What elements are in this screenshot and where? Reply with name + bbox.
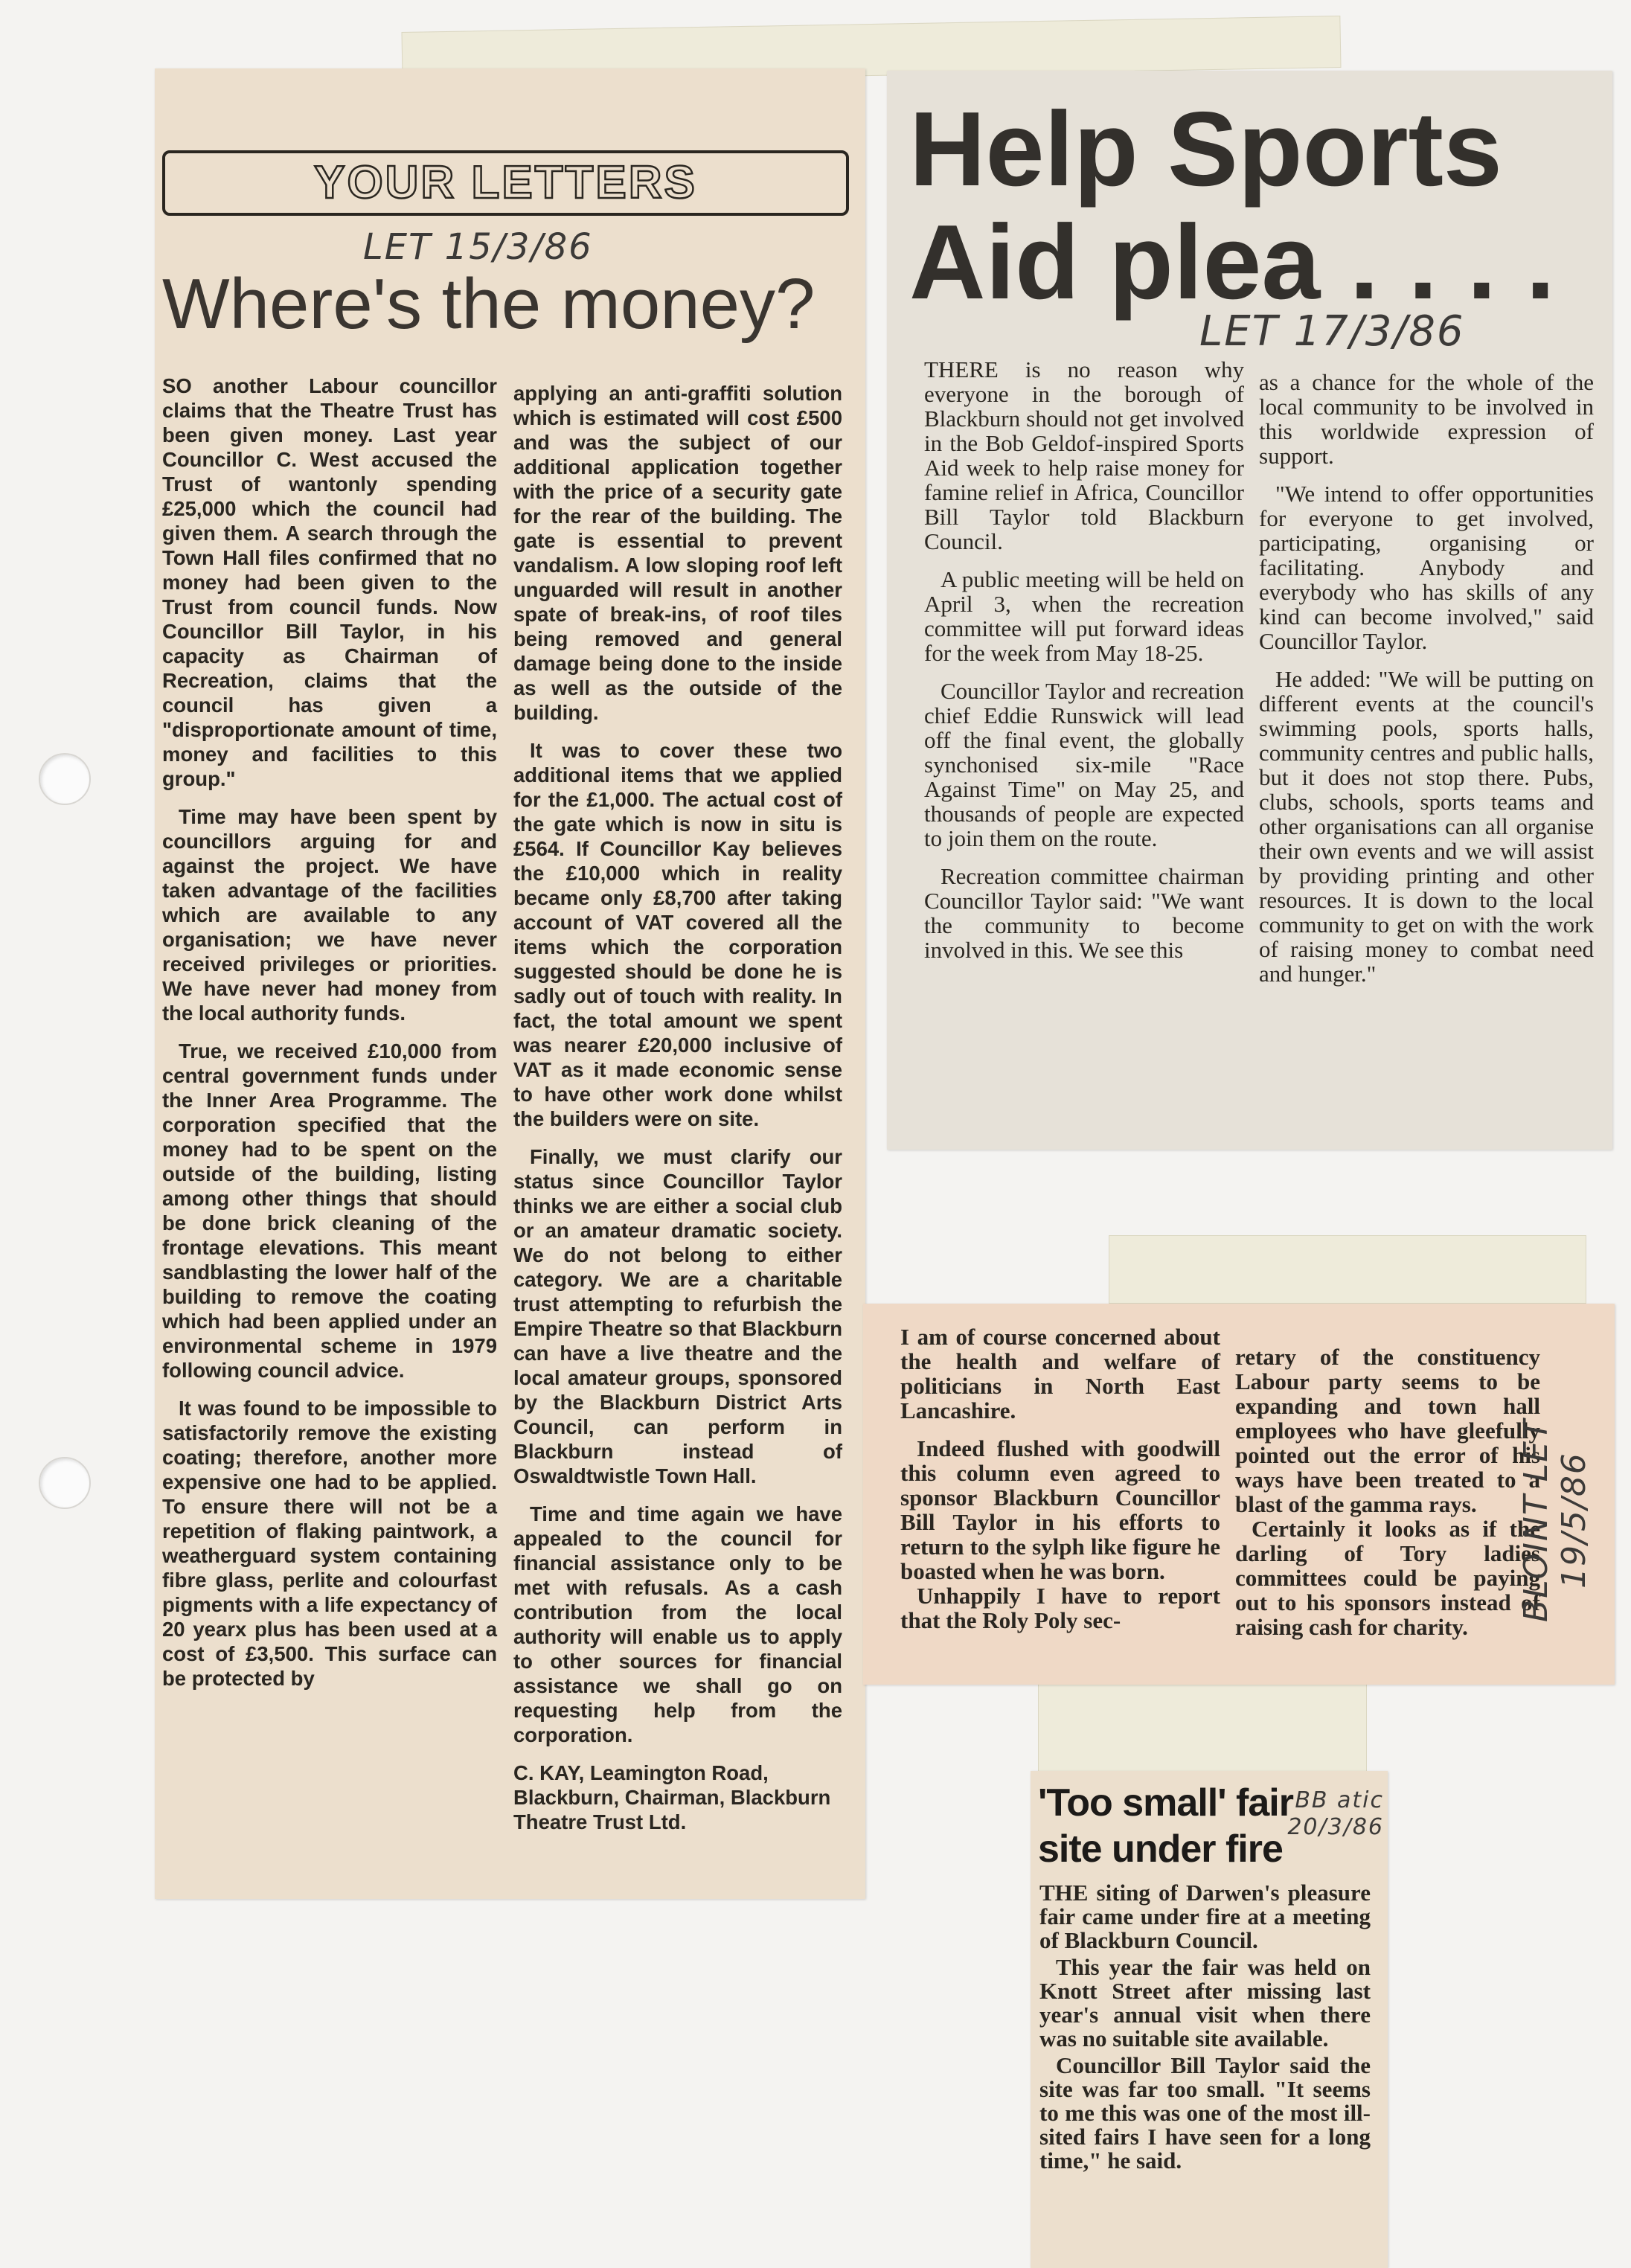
sports-aid-paragraph: Recreation committee chairman Councillor Taylor said: "We want the community to become involved in this. We see this — [924, 863, 1244, 963]
sports-aid-paragraph: "We intend to offer opportunities for everyone to get involved, participating, organising or facilitating. Anybody and everybody who has skills of any kind can become involved," said Councillor Taylor. — [1259, 481, 1594, 654]
punch-hole-upper — [39, 753, 91, 805]
too-small-date-handnote: BB atic 20/3/86 — [1287, 1787, 1384, 1840]
letters-paragraph: Time and time again we have appealed to the council for financial assistance only to be met with refusals. As a cash contribution from the local authority will enable us to apply to other sources for financial assistance we shall go on requesting help from the corporation. — [513, 1502, 842, 1746]
your-letters-banner — [162, 150, 849, 216]
column-paragraph: retary of the constituency Labour party seems to be expanding and town hall employees who have gleefully pointed out the error of his ways have been treated to a blast of the gamma rays. — [1235, 1344, 1540, 1517]
sports-aid-column-1 — [924, 357, 1244, 976]
letters-signature: C. KAY, Leamington Road, Blackburn, Chairman, Blackburn Theatre Trust Ltd. — [513, 1761, 831, 1833]
letters-paragraph: It was found to be impossible to satisfactorily remove the existing coating; therefore, another more expensive one had to be applied. To ensure there will not be a repetition of flaking paintwork, a weatherguard system containing fibre glass, perlite and colourfast pigments with a life expectancy of 20 yearx plus has been used at a cost of £3,500. This surface can be protected by — [162, 1397, 497, 1690]
sports-aid-paragraph: A public meeting will be held on April 3, when the recreation committee will put forward ideas for the week from May 18-25. — [924, 566, 1244, 666]
letters-paragraph: It was to cover these two additional items that we applied for the £1,000. The actual cost of the gate which is now in situ is £564. If Councillor Kay believes the £10,000 which in reality became only £8,700 after taking account of VAT covered all the items which the corporation suggested should be done he is sadly out of touch with reality. In fact, the total amount we spent was nearer £20,000 inclusive of VAT as it made economic sense to have other work done whilst the builders were on site. — [513, 739, 842, 1130]
column-paragraph: Certainly it looks as if the darling of Tory ladies committees could be paying out to his sponsors instead of raising cash for charity. — [1235, 1516, 1540, 1640]
sports-aid-date-handnote: LET 17/3/86 — [1199, 307, 1465, 356]
letters-paragraph: Time may have been spent by councillors arguing for and against the project. We have taken advantage of the facilities which are available to any organisation; we have never received privileges or priorities. We have never had money from the local authority funds. — [162, 805, 497, 1025]
letters-paragraph: SO another Labour councillor claims that the Theatre Trust has been given money. Last year Councillor C. West accused the Trust of wantonly spending £25,000 which the council had given them. A search through the Town Hall files confirmed that no money had been given to the Trust from council funds. Now Councillor Bill Taylor, in his capacity as Chairman of Recreation, claims that the council has given a "disproportionate amount of time, money and facilities to this group." — [162, 374, 497, 790]
too-small-body — [1039, 1881, 1371, 2186]
your-letters-banner-text: YOUR LETTERS — [314, 157, 697, 208]
sports-aid-paragraph: He added: "We will be putting on different events at the council's swimming pools, sports halls, community centres and public halls, but it does not stop there. Pubs, clubs, schools, sports teams and other organisations can all organise their own events and we will assist by providing printing and other resources. It is down to the local community to get on with the work of raising money to combat need and hunger." — [1259, 666, 1594, 987]
letters-paragraph: applying an anti-graffiti solution which is estimated will cost £500 and was the subject of our additional application together with the price of a security gate for the rear of the building. The gate is essential to prevent vandalism. A low sloping roof left unguarded will result in another spate of break-ins, of roof tiles being removed and general damage being done to the inside as well as the outside of the building. — [513, 382, 842, 724]
column-col-2 — [1235, 1345, 1540, 1653]
sports-aid-column-2 — [1259, 370, 1594, 999]
column-paragraph: I am of course concerned about the health and welfare of politicians in North East Lancashire. — [900, 1324, 1220, 1423]
column-paragraph: Unhappily I have to report that the Roly Poly sec- — [900, 1583, 1220, 1633]
letters-paragraph: Finally, we must clarify our status since Councillor Taylor thinks we are either a social club or an amateur dramatic society. We do not belong to either category. We are a charitable trust attempting to refurbish the Empire Theatre so that Blackburn can have a live theatre and the local amateur groups, sponsored by the Blackburn District Arts Council, can perform in Blackburn instead of Oswaldtwistle Town Hall. — [513, 1145, 842, 1487]
column-clipping — [863, 1304, 1615, 1685]
sports-aid-paragraph: Councillor Taylor and recreation chief Eddie Runswick will lead off the final event, the globally synchonised six-mile "Race Against Time" on May 25, and thousands of people are expected to join them on the route. — [924, 678, 1244, 851]
too-small-paragraph: Councillor Bill Taylor said the site was far too small. "It seems to me this was one of the most ill-sited fairs I have seen for a long time," he said. — [1039, 2052, 1371, 2174]
column-date-handnote: BLOINT LET 19/5/86 — [1517, 1418, 1593, 1622]
column-col-1 — [900, 1324, 1220, 1646]
letters-column-2 — [513, 381, 842, 1848]
sports-aid-headline-line-1: Help Sports — [909, 90, 1502, 208]
sports-aid-paragraph: THERE is no reason why everyone in the borough of Blackburn should not get involved in the Bob Geldof-inspired Sports Aid week to help raise money for famine relief in Africa, Councillor Bill Taylor told Blackburn Council. — [924, 356, 1244, 554]
too-small-paragraph: THE siting of Darwen's pleasure fair came under fire at a meeting of Blackburn Council. — [1039, 1880, 1371, 1953]
letters-clipping — [155, 68, 865, 1899]
punch-hole-lower — [39, 1457, 91, 1509]
sports-aid-clipping — [887, 71, 1612, 1150]
letters-headline: Where's the money? — [162, 264, 816, 344]
too-small-headline: 'Too small' fair site under fire — [1038, 1781, 1293, 1871]
too-small-paragraph: This year the fair was held on Knott Street after missing last year's annual visit when there was no suitable site available. — [1039, 1954, 1371, 2051]
letters-date-handnote: LET 15/3/86 — [363, 226, 593, 268]
column-paragraph: Indeed flushed with goodwill this column even agreed to sponsor Blackburn Councillor Bill Taylor in his efforts to return to the sylph like figure he boasted when he was born. — [900, 1435, 1220, 1584]
too-small-clipping — [1031, 1771, 1388, 2268]
letters-paragraph: True, we received £10,000 from central government funds under the Inner Area Programme. The corporation specified that the money had to be spent on the outside of the building, listing among other things that should be done brick cleaning of the frontage elevations. This meant sandblasting the lower half of the building to remove the coating which had been applied under an environmental scheme in 1979 following council advice. — [162, 1040, 497, 1382]
letters-column-1 — [162, 374, 497, 1704]
sports-aid-paragraph: as a chance for the whole of the local community to be involved in this worldwide expression of support. — [1259, 369, 1594, 469]
tape-strip-lower — [1038, 1682, 1367, 1780]
sports-aid-headline — [909, 90, 1555, 321]
tape-strip-middle — [1109, 1235, 1586, 1304]
sports-aid-headline-line-2: Aid plea . . . . — [909, 203, 1555, 321]
